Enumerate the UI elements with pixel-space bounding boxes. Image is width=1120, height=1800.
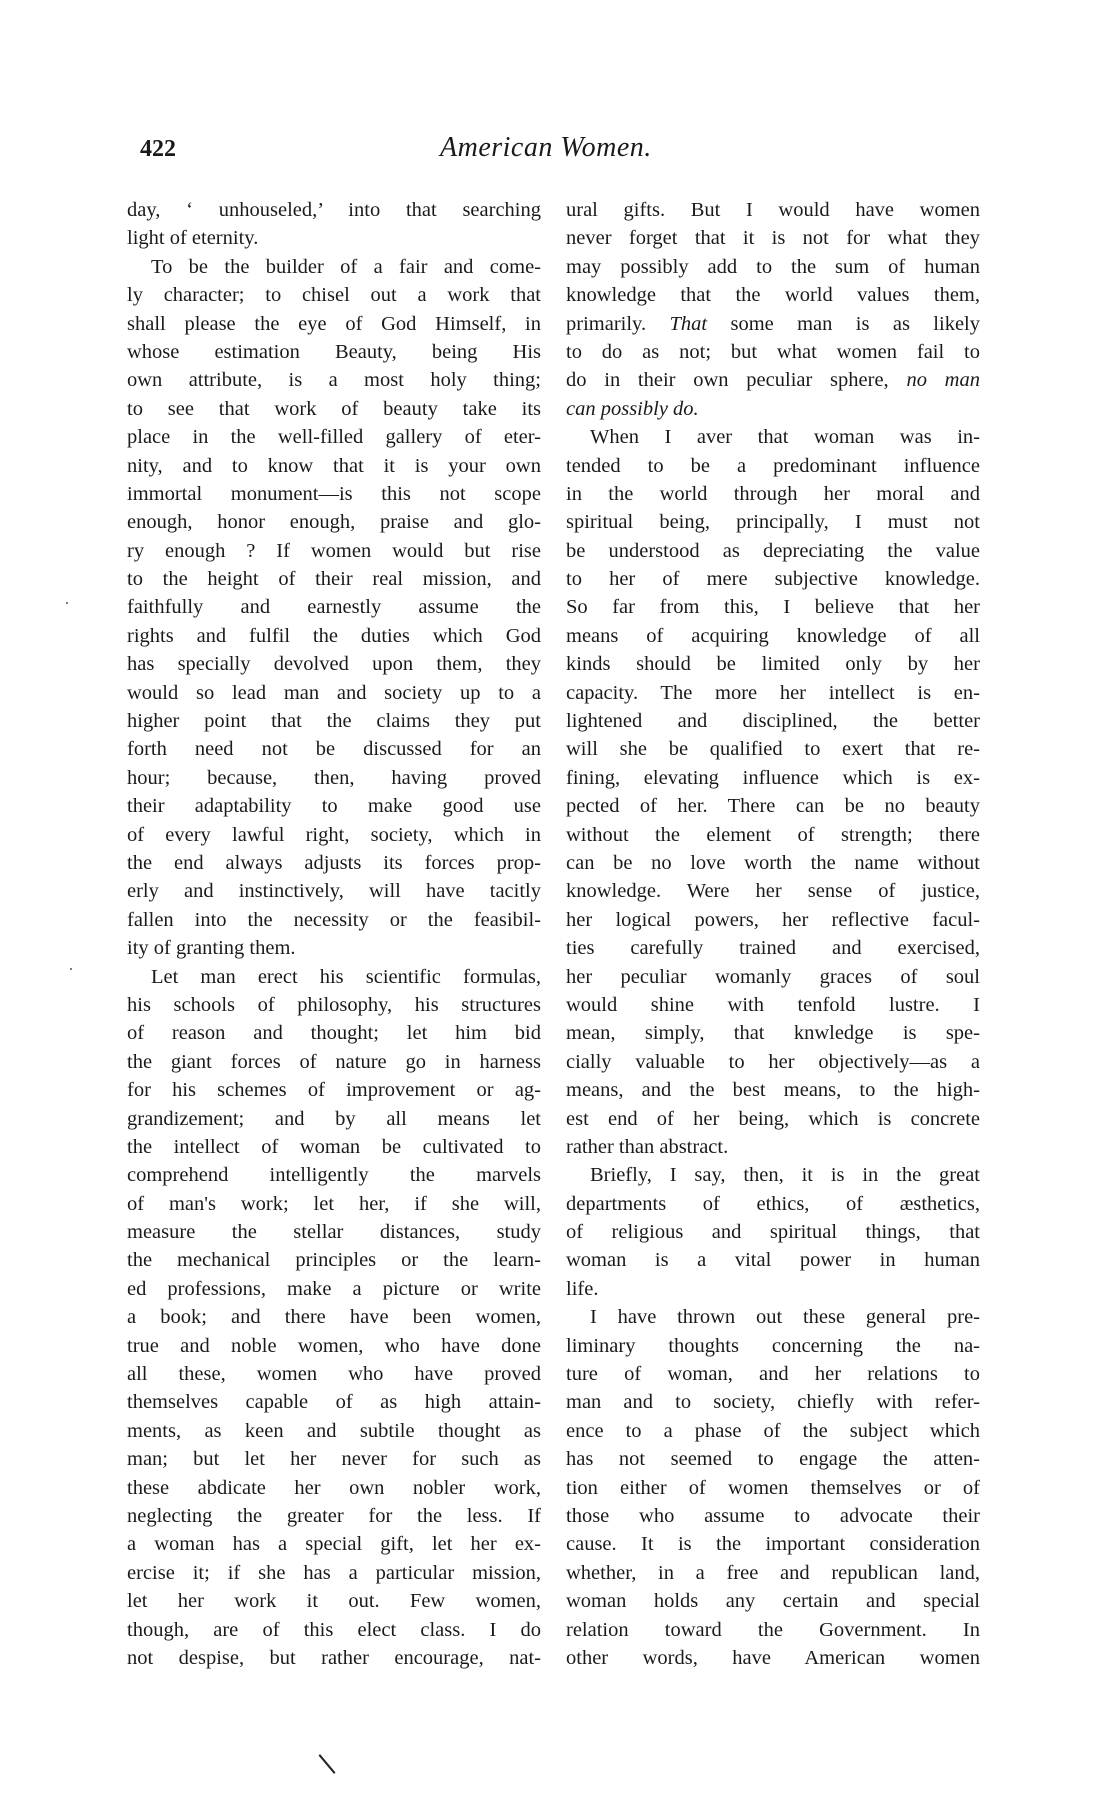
text-line: erly and instinctively, will have tacitly (127, 880, 541, 903)
text-line: est end of her being, which is concrete (566, 1107, 980, 1130)
text-line: has specially devolved upon them, they (127, 653, 541, 676)
running-title: American Women. (440, 132, 652, 163)
text-line: ed professions, make a picture or write (127, 1277, 541, 1300)
text-line: Briefly, I say, then, it is in the great (590, 1164, 980, 1187)
text-line: her logical powers, her reflective facul- (566, 908, 980, 931)
italic-text: That (669, 312, 708, 335)
text-line: neglecting the greater for the less. If (127, 1504, 541, 1527)
margin-speck (70, 968, 72, 970)
text-line: a woman has a special gift, let her ex- (127, 1533, 541, 1556)
text-line: spiritual being, principally, I must not (566, 511, 980, 534)
text-line: place in the well-filled gallery of eter- (127, 426, 541, 449)
text-line: man; but let her never for such as (127, 1448, 541, 1471)
text-line: ties carefully trained and exercised, (566, 937, 980, 960)
text-line: to her of mere subjective knowledge. (566, 568, 980, 591)
text-line: fining, elevating influence which is ex- (566, 766, 980, 789)
text-line: faithfully and earnestly assume the (127, 596, 541, 619)
text-line: measure the stellar distances, study (127, 1221, 541, 1244)
text-line: ity of granting them. (127, 937, 296, 960)
text-line: will she be qualified to exert that re- (566, 738, 980, 761)
text-line: knowledge that the world values them, (566, 284, 980, 307)
text-line: ture of woman, and her relations to (566, 1363, 980, 1386)
text-line: though, are of this elect class. I do (127, 1618, 541, 1641)
text-line: ry enough ? If women would but rise (127, 539, 541, 562)
text-line: I have thrown out these general pre- (590, 1306, 980, 1329)
text-segment: primarily. (566, 312, 670, 335)
page-number: 422 (140, 136, 176, 162)
text-line: of religious and spiritual things, that (566, 1221, 980, 1244)
text-line: ural gifts. But I would have women (566, 199, 980, 221)
text-line: has not seemed to engage the atten- (566, 1448, 980, 1471)
text-line: fallen into the necessity or the feasibil- (127, 908, 541, 931)
text-line: knowledge. Were her sense of justice, (566, 880, 980, 903)
italic-text: can possibly do. (566, 397, 699, 420)
text-line: higher point that the claims they put (127, 710, 541, 733)
text-line: be understood as depreciating the value (566, 539, 980, 562)
text-line: means, and the best means, to the high- (566, 1079, 980, 1102)
text-line: rather than abstract. (566, 1135, 729, 1158)
text-line: capacity. The more her intellect is en- (566, 681, 980, 704)
margin-speck (66, 602, 68, 604)
text-line: the end always adjusts its forces prop- (127, 851, 541, 874)
text-line: rights and fulfil the duties which God (127, 624, 541, 647)
text-line: never forget that it is not for what they (566, 227, 980, 250)
text-line: grandizement; and by all means let (127, 1107, 541, 1130)
text-line: the intellect of woman be cultivated to (127, 1135, 541, 1158)
text-line: When I aver that woman was in- (590, 426, 980, 449)
text-line: to the height of their real mission, and (127, 568, 541, 591)
text-line: ments, as keen and subtile thought as (127, 1419, 541, 1442)
text-line: To be the builder of a fair and come- (151, 255, 541, 278)
text-line: relation toward the Government. In (566, 1618, 980, 1641)
text-line (566, 310, 980, 338)
text-line: means of acquiring knowledge of all (566, 624, 980, 647)
text-segment: some man is as likely (707, 312, 980, 335)
text-line: tended to be a predominant influence (566, 454, 980, 477)
text-line: those who assume to advocate their (566, 1504, 980, 1527)
text-line: the giant forces of nature go in harness (127, 1050, 541, 1073)
text-line: mean, simply, that knwledge is spe- (566, 1022, 980, 1045)
text-line: whether, in a free and republican land, (566, 1561, 980, 1584)
text-segment: do in their own peculiar sphere, (566, 369, 907, 392)
text-line: liminary thoughts concerning the na- (566, 1334, 980, 1357)
text-column-left (127, 196, 541, 1672)
text-line: can be no love worth the name without (566, 851, 980, 874)
text-line: let her work it out. Few women, (127, 1590, 541, 1613)
text-line: immortal monument—is this not scope (127, 482, 541, 505)
text-line: would shine with tenfold lustre. I (566, 993, 980, 1016)
text-line: without the element of strength; there (566, 823, 980, 846)
text-line: all these, women who have proved (127, 1363, 541, 1386)
text-line: tion either of women themselves or of (566, 1476, 980, 1499)
text-line: kinds should be limited only by her (566, 653, 980, 676)
text-line: of every lawful right, society, which in (127, 823, 541, 846)
text-line: to see that work of beauty take its (127, 397, 541, 420)
text-line: life. (566, 1277, 599, 1300)
text-column-right (566, 196, 980, 1672)
text-line: her peculiar womanly graces of soul (566, 965, 980, 988)
text-line: to do as not; but what women fail to (566, 340, 980, 363)
text-line: woman is a vital power in human (566, 1249, 980, 1272)
text-line: cially valuable to her objectively—as a (566, 1050, 980, 1073)
text-line: nity, and to know that it is your own (127, 454, 541, 477)
text-line: may possibly add to the sum of human (566, 255, 980, 278)
text-line: whose estimation Beauty, being His (127, 340, 541, 363)
text-line: hour; because, then, having proved (127, 766, 541, 789)
text-line: cause. It is the important consideration (566, 1533, 980, 1556)
stray-mark (319, 1754, 336, 1774)
text-line: the mechanical principles or the learn- (127, 1249, 541, 1272)
text-line: ercise it; if she has a particular mission, (127, 1561, 541, 1584)
text-line (566, 366, 980, 394)
text-line: forth need not be discussed for an (127, 738, 541, 761)
text-line: comprehend intelligently the marvels (127, 1164, 541, 1187)
text-line: themselves capable of as high attain- (127, 1391, 541, 1414)
text-line: of reason and thought; let him bid (127, 1022, 541, 1045)
text-line: shall please the eye of God Himself, in (127, 312, 541, 335)
text-line: day, ‘ unhouseled,’ into that searching (127, 199, 541, 221)
text-line: own attribute, is a most holy thing; (127, 369, 541, 392)
text-line: So far from this, I believe that her (566, 596, 980, 619)
text-line: true and noble women, who have done (127, 1334, 541, 1357)
text-line: ly character; to chisel out a work that (127, 284, 541, 307)
text-line: would so lead man and society up to a (127, 681, 541, 704)
text-line: in the world through her moral and (566, 482, 980, 505)
text-line: a book; and there have been women, (127, 1306, 541, 1329)
text-line: his schools of philosophy, his structures (127, 993, 541, 1016)
text-line: for his schemes of improvement or ag- (127, 1079, 541, 1102)
text-line: of man's work; let her, if she will, (127, 1192, 541, 1215)
text-line: other words, have American women (566, 1646, 980, 1669)
italic-text: no man (906, 369, 980, 392)
text-line: pected of her. There can be no beauty (566, 795, 980, 818)
text-line: their adaptability to make good use (127, 795, 541, 818)
text-line: enough, honor enough, praise and glo- (127, 511, 541, 534)
text-line (566, 395, 980, 423)
text-line: not despise, but rather encourage, nat- (127, 1646, 541, 1669)
text-line: woman holds any certain and special (566, 1590, 980, 1613)
text-line: departments of ethics, of æsthetics, (566, 1192, 980, 1215)
text-line: Let man erect his scientific formulas, (151, 965, 541, 988)
text-line: lightened and disciplined, the better (566, 710, 980, 733)
text-line: these abdicate her own nobler work, (127, 1476, 541, 1499)
text-line: man and to society, chiefly with refer- (566, 1391, 980, 1414)
text-line: ence to a phase of the subject which (566, 1419, 980, 1442)
text-line: light of eternity. (127, 227, 259, 250)
